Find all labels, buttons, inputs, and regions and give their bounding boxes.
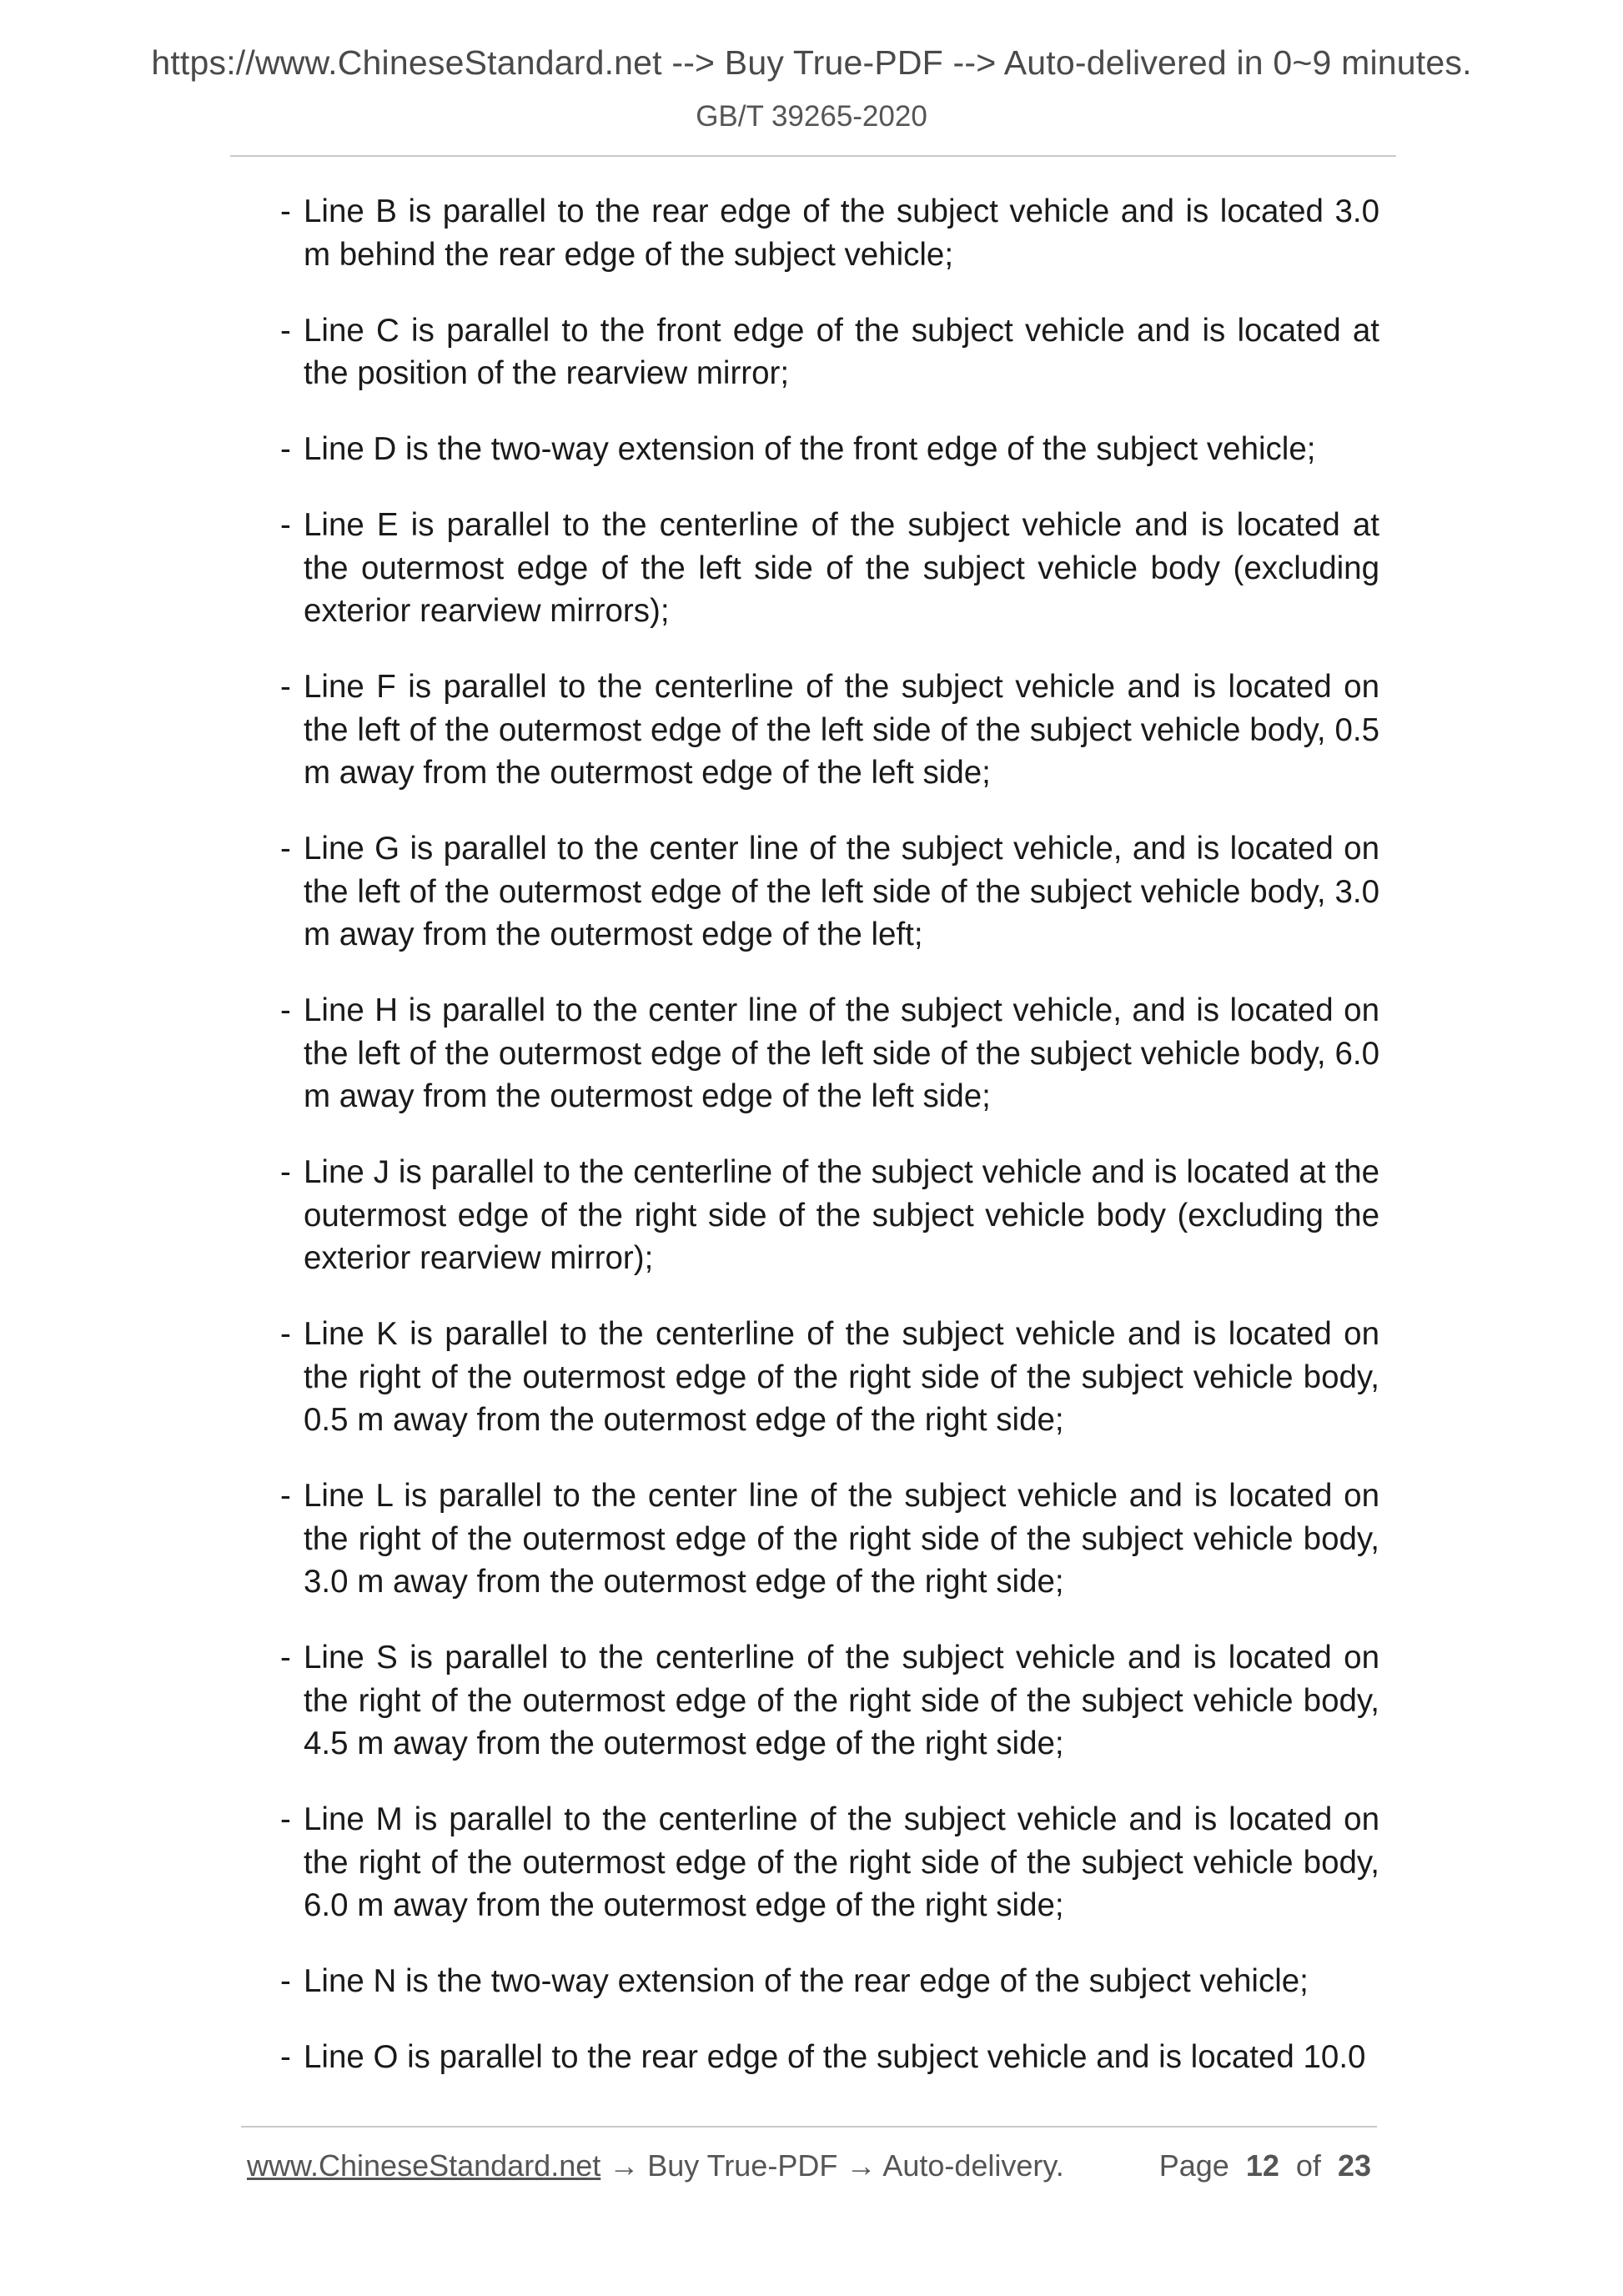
list-dash: - [280,992,291,1028]
page-current: 12 [1245,2148,1279,2183]
list-item-text: Line O is parallel to the rear edge of the subject vehicle and is located 10.0 [304,2039,1366,2075]
list-item-text: Line M is parallel to the centerline of the subject vehicle and is located on the right of the outermost edge of the right side of the subject vehicle body, 6.0 m away from the outermost edge of the right side; [304,1801,1379,1923]
page-indicator [1159,2148,1371,2183]
page-total: 23 [1337,2148,1371,2183]
list-dash: - [280,1640,291,1676]
list-item-line-b [280,190,1379,276]
list-item-text: Line D is the two-way extension of the front edge of the subject vehicle; [304,431,1316,467]
page-word: Page [1158,2148,1229,2183]
list-item-text: Line J is parallel to the centerline of the subject vehicle and is located at the outermost edge of the right side of the subject vehicle body (excluding the exterior rearview mirror); [304,1154,1379,1276]
list-dash: - [280,2039,291,2075]
list-item-line-s [280,1636,1379,1766]
list-item-line-l [280,1475,1379,1604]
list-item-line-d [280,428,1379,471]
list-item-text: Line L is parallel to the center line of the subject vehicle and is located on the right of the outermost edge of the right side of the subject vehicle body, 3.0 m away from the outermost edge of the right side; [304,1478,1379,1600]
list-dash: - [280,1801,291,1837]
list-dash: - [280,1154,291,1190]
list-dash: - [280,669,291,705]
list-item-line-m [280,1798,1379,1927]
list-item-text: Line G is parallel to the center line of the subject vehicle, and is located on the left of the outermost edge of the left side of the subject vehicle body, 3.0 m away from the outermost edge of the left; [304,831,1379,952]
list-dash: - [280,1478,291,1514]
list-item-line-h [280,989,1379,1118]
list-dash: - [280,507,291,543]
list-dash: - [280,831,291,867]
list-item-text: Line H is parallel to the center line of the subject vehicle, and is located on the left of the outermost edge of the left side of the subject vehicle body, 6.0 m away from the outermost edge of the left side; [304,992,1379,1114]
list-item-line-c [280,309,1379,395]
document-body [280,190,1379,2112]
of-word: of [1295,2148,1321,2183]
list-item-text: Line F is parallel to the centerline of the subject vehicle and is located on the left of the outermost edge of the left side of the subject vehicle body, 0.5 m away from the outermost edge of the left side; [304,669,1379,791]
header-divider [230,155,1396,157]
list-item-text: Line S is parallel to the centerline of the subject vehicle and is located on the right of the outermost edge of the right side of the subject vehicle body, 4.5 m away from the outermost edge of the right side; [304,1640,1379,1761]
list-item-line-e [280,504,1379,633]
list-item-line-k [280,1313,1379,1442]
list-dash: - [280,1316,291,1352]
list-item-text: Line C is parallel to the front edge of the subject vehicle and is located at the position of the rearview mirror; [304,312,1379,391]
footer-tagline: → Buy True-PDF → Auto-delivery. [600,2148,1064,2183]
footer-divider [241,2126,1377,2128]
list-dash: - [280,312,291,349]
list-dash: - [280,1963,291,1999]
list-item-text: Line E is parallel to the centerline of the subject vehicle and is located at the outermost edge of the left side of the subject vehicle body (excluding exterior rearview mirrors); [304,507,1379,629]
list-item-line-o [280,2036,1379,2079]
list-dash: - [280,431,291,467]
list-item-line-j [280,1151,1379,1280]
site-link[interactable]: www.ChineseStandard.net [247,2148,601,2183]
list-item-text: Line K is parallel to the centerline of the subject vehicle and is located on the right of the outermost edge of the right side of the subject vehicle body, 0.5 m away from the outermost edge of the right side; [304,1316,1379,1438]
list-item-line-g [280,827,1379,957]
list-dash: - [280,193,291,229]
list-item-line-f [280,666,1379,795]
list-item-text: Line B is parallel to the rear edge of the subject vehicle and is located 3.0 m behind the rear edge of the subject vehicle; [304,193,1379,273]
source-banner[interactable]: https://www.ChineseStandard.net --> Buy True-PDF --> Auto-delivered in 0~9 minutes. [151,43,1472,82]
document-code: GB/T 39265-2020 [696,100,927,133]
list-item-text: Line N is the two-way extension of the rear edge of the subject vehicle; [304,1963,1309,1999]
list-item-line-n [280,1960,1379,2003]
page-footer [247,2148,1381,2183]
